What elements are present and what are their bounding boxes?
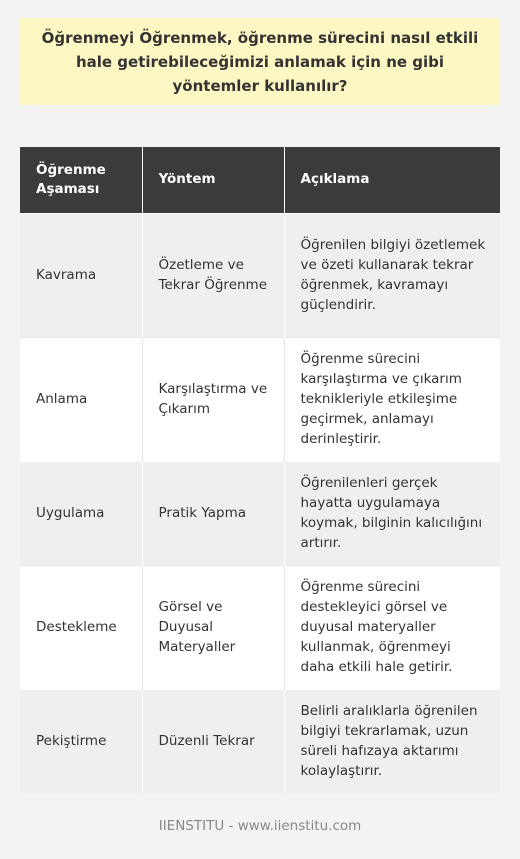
description-cell: Öğrenme sürecini karşılaştırma ve çıkarım teknikleriyle etkileşime geçirmek, anlamayı derinleştirir.	[284, 337, 500, 461]
stage-cell: Kavrama	[20, 213, 142, 337]
description-cell: Öğrenilenleri gerçek hayatta uygulamaya koymak, bilginin kalıcılığını artırır.	[284, 461, 500, 565]
method-cell: Özetleme ve Tekrar Öğrenme	[142, 213, 284, 337]
column-header-method: Yöntem	[142, 147, 284, 213]
description-cell: Belirli aralıklarla öğrenilen bilgiyi tekrarlamak, uzun süreli hafızaya aktarımı kolaylaştırır.	[284, 689, 500, 793]
table-row	[20, 689, 500, 793]
column-header-stage: Öğrenme Aşaması	[20, 147, 142, 213]
description-cell: Öğrenme sürecini destekleyici görsel ve duyusal materyaller kullanmak, öğrenmeyi daha etkili hale getirir.	[284, 565, 500, 689]
title-banner	[20, 18, 500, 105]
method-cell: Görsel ve Duyusal Materyaller	[142, 565, 284, 689]
table-row	[20, 337, 500, 461]
column-header-description: Açıklama	[284, 147, 500, 213]
stage-cell: Destekleme	[20, 565, 142, 689]
footer-credit: IIENSTITU - www.iienstitu.com	[158, 818, 362, 834]
table-header-row	[20, 147, 500, 213]
method-cell: Karşılaştırma ve Çıkarım	[142, 337, 284, 461]
table-row	[20, 461, 500, 565]
method-cell: Pratik Yapma	[142, 461, 284, 565]
stage-cell: Anlama	[20, 337, 142, 461]
method-cell: Düzenli Tekrar	[142, 689, 284, 793]
methods-table	[20, 147, 500, 793]
description-cell: Öğrenilen bilgiyi özetlemek ve özeti kullanarak tekrar öğrenmek, kavramayı güçlendirir.	[284, 213, 500, 337]
stage-cell: Uygulama	[20, 461, 142, 565]
table-row	[20, 213, 500, 337]
stage-cell: Pekiştirme	[20, 689, 142, 793]
table-row	[20, 565, 500, 689]
page-title: Öğrenmeyi Öğrenmek, öğrenme sürecini nasıl etkili hale getirebileceğimizi anlamak için ne gibi yöntemler kullanılır?	[41, 28, 479, 95]
